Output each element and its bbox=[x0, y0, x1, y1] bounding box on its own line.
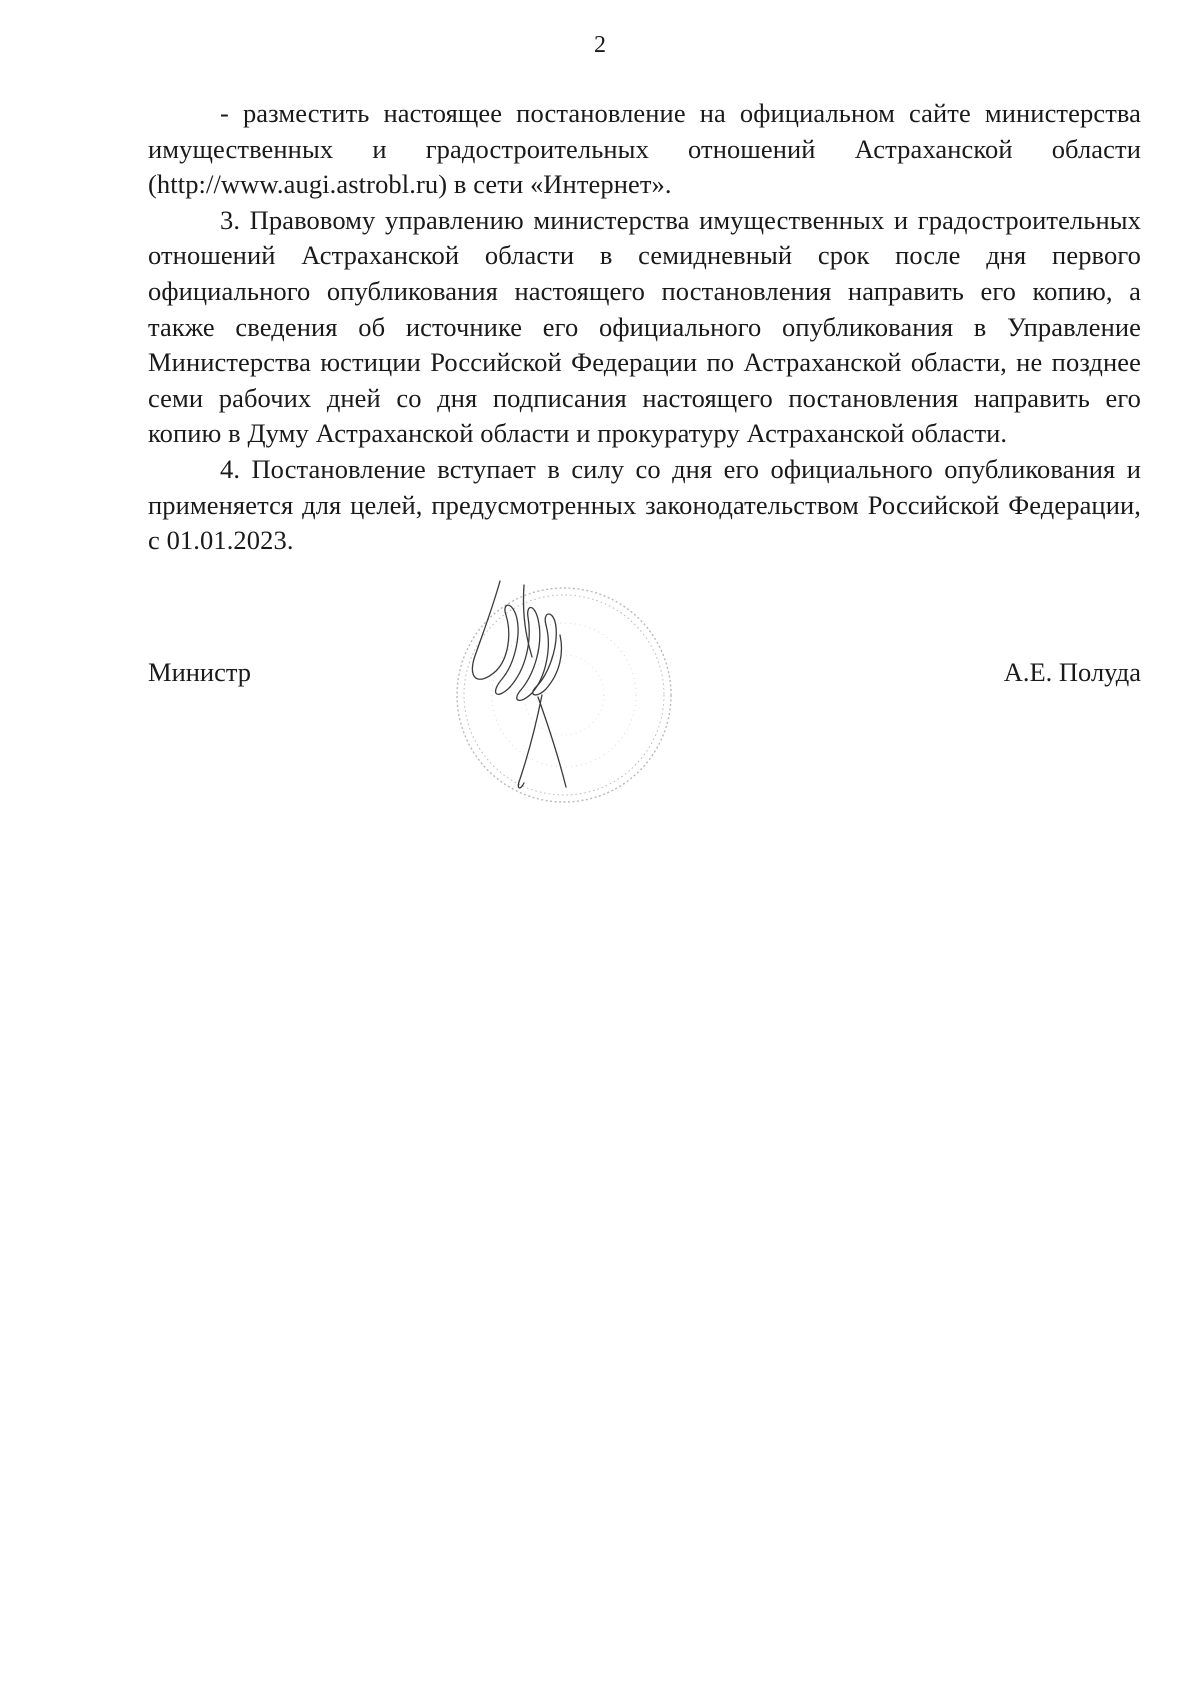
page-number: 2 bbox=[594, 32, 606, 58]
handwritten-signature-icon bbox=[472, 581, 566, 788]
paragraph-publish-website: - разместить настоящее постановление на официальном сайте министерства имущественных и градостроительных отношений Астраханской области (http://www.augi.astrobl.ru) в сети «Интернет». bbox=[148, 98, 1141, 200]
document-body bbox=[148, 96, 1141, 559]
signer-name: А.Е. Полуда bbox=[1003, 657, 1141, 687]
seal-ring bbox=[457, 588, 671, 802]
signer-position: Министр bbox=[148, 657, 252, 687]
signature-block bbox=[148, 580, 1141, 820]
round-seal-icon bbox=[436, 575, 686, 815]
paragraph-legal-department: 3. Правовому управлению министерства имущественных и градостроительных отношений Астраханской области в семидневный срок после дня первого официального опубликования настоящего постановления направить его копию, а также сведения об источнике его официального опубликования в Управление Министерства юстиции Российской Федерации по Астраханской области, не позднее семи рабочих дней со дня подписания настоящего постановления направить его копию в Думу Астраханской области и прокуратуру Астраханской области. bbox=[148, 204, 1141, 449]
paragraph-entry-into-force: 4. Постановление вступает в силу со дня его официального опубликования и применяется для целей, предусмотренных законодательством Российской Федерации, с 01.01.2023. bbox=[148, 453, 1141, 556]
